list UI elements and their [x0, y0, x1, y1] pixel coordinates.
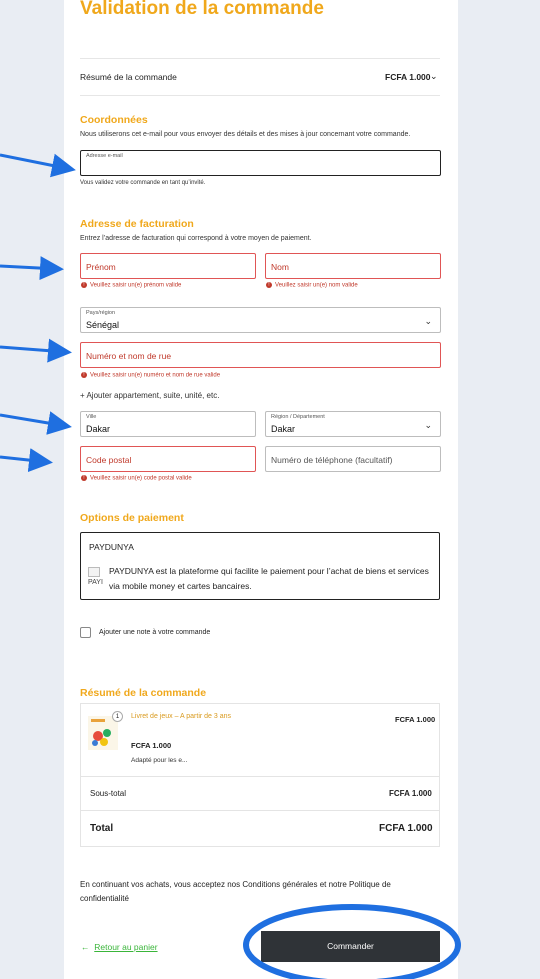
- error-icon: !: [81, 282, 87, 288]
- country-label: Pays/région: [86, 310, 116, 316]
- city-label: Ville: [86, 414, 97, 420]
- phone-placeholder: Numéro de téléphone (facultatif): [271, 455, 393, 465]
- back-to-cart-link[interactable]: ← Retour au panier: [81, 942, 158, 952]
- annotation-arrow: [0, 347, 66, 352]
- payment-section-title: Options de paiement: [80, 512, 184, 524]
- street-error: ! Veuillez saisir un(e) numéro et nom de rue valide: [81, 372, 220, 379]
- last-name-placeholder: Nom: [271, 262, 289, 272]
- annotation-arrow: [0, 415, 66, 426]
- total-label: Total: [90, 823, 114, 834]
- city-value: Dakar: [86, 424, 111, 434]
- first-name-placeholder: Prénom: [86, 262, 116, 272]
- add-apartment-link[interactable]: + Ajouter appartement, suite, unité, etc.: [80, 391, 220, 400]
- order-summary-title: Résumé de la commande: [80, 687, 207, 699]
- billing-section-title: Adresse de facturation: [80, 218, 194, 230]
- quantity-badge: 1: [112, 711, 123, 722]
- region-value: Dakar: [271, 424, 296, 434]
- arrow-left-icon: ←: [81, 942, 90, 952]
- payment-method-description: PAYDUNYA est la plateforme qui facilite le paiement pour l’achat de biens et services via mobile money et cartes bancaires.: [109, 566, 429, 591]
- postcode-error: ! Veuillez saisir un(e) code postal valide: [81, 475, 192, 482]
- contact-section-title: Coordonnées: [80, 114, 148, 126]
- page-title: Validation de la commande: [80, 0, 324, 19]
- annotation-circle: [246, 907, 458, 979]
- order-note-label[interactable]: Ajouter une note à votre commande: [99, 629, 211, 636]
- country-value: Sénégal: [86, 320, 120, 330]
- annotation-arrow: [0, 457, 47, 462]
- terms-text: En continuant vos achats, vous acceptez nos Conditions générales et notre Politique de confidentialité: [80, 880, 391, 903]
- product-line-total: FCFA 1.000: [395, 715, 436, 724]
- email-label: Adresse e-mail: [86, 153, 123, 159]
- total-value: FCFA 1.000: [379, 823, 433, 834]
- billing-description: Entrez l’adresse de facturation qui correspond à votre moyen de paiement.: [80, 235, 312, 242]
- error-icon: !: [81, 475, 87, 481]
- region-label: Région / Département: [271, 414, 325, 420]
- payment-logo-alt: PAYI: [88, 579, 103, 586]
- annotation-arrow: [0, 155, 70, 169]
- payment-method-name: PAYDUNYA: [89, 542, 134, 552]
- chevron-down-icon: ⌄: [424, 420, 432, 430]
- product-name: Livret de jeux – A partir de 3 ans: [131, 713, 232, 720]
- first-name-error: ! Veuillez saisir un(e) prénom valide: [81, 282, 181, 289]
- product-description: Adapté pour les e...: [131, 757, 188, 764]
- subtotal-value: FCFA 1.000: [389, 789, 432, 798]
- summary-toggle-label[interactable]: Résumé de la commande: [80, 72, 177, 82]
- street-placeholder: Numéro et nom de rue: [86, 351, 172, 361]
- chevron-down-icon[interactable]: ⌄: [430, 71, 438, 81]
- chevron-down-icon: ⌄: [424, 316, 432, 326]
- contact-description: Nous utiliserons cet e-mail pour vous envoyer des détails et des mises à jour concernant votre commande.: [80, 131, 411, 138]
- error-icon: !: [266, 282, 272, 288]
- guest-note: Vous validez votre commande en tant qu’invité.: [80, 180, 206, 186]
- summary-total[interactable]: FCFA 1.000: [385, 72, 431, 82]
- error-icon: !: [81, 372, 87, 378]
- postcode-placeholder: Code postal: [86, 455, 132, 465]
- annotation-arrow: [0, 266, 58, 269]
- product-unit-price: FCFA 1.000: [131, 741, 172, 750]
- subtotal-label: Sous-total: [90, 789, 127, 798]
- place-order-button[interactable]: Commander: [261, 931, 440, 962]
- last-name-error: ! Veuillez saisir un(e) nom valide: [266, 282, 358, 289]
